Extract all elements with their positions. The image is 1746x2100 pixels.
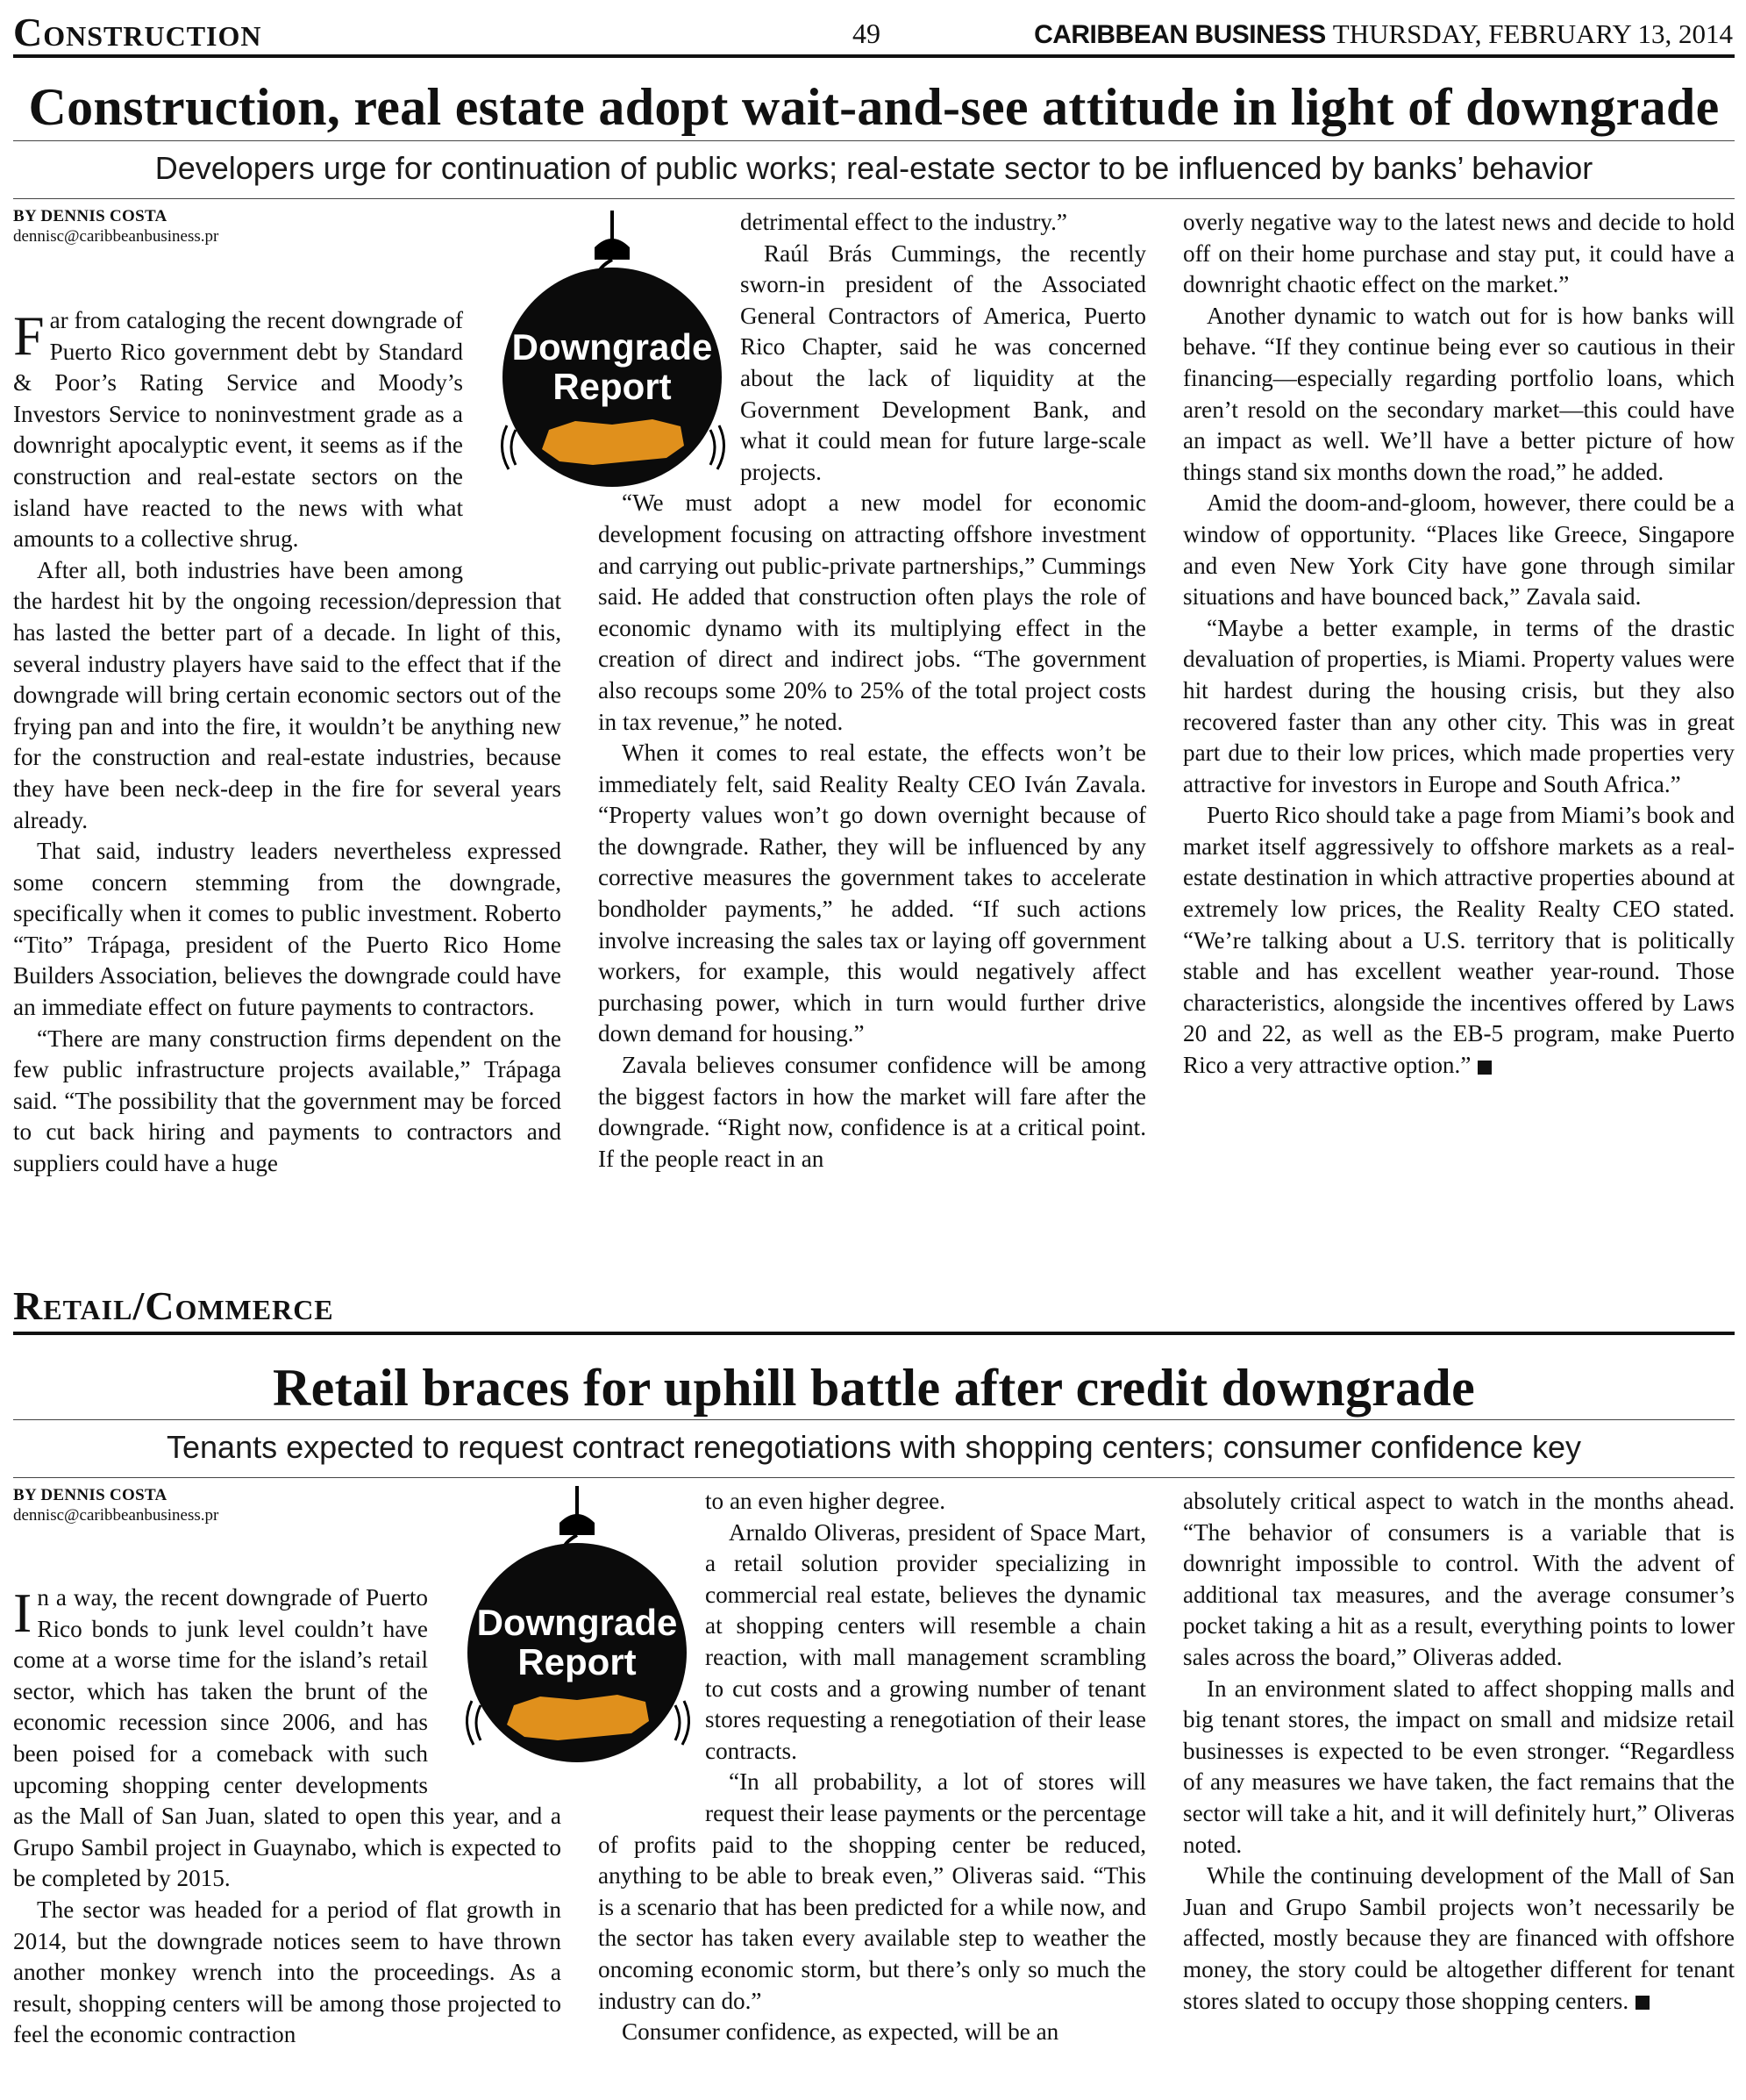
running-header — [1034, 18, 1733, 50]
logo-line1: Downgrade — [476, 1602, 678, 1643]
deck-rule — [13, 1477, 1735, 1478]
article1-column-2 — [598, 207, 1146, 1175]
article1-paragraph: detrimental effect to the industry.” — [740, 209, 1067, 235]
article2-paragraph: In an environment slated to affect shopping malls and big tenant stores, the impact on small and midsize retail businesses is expected to be even stronger. “Regardless of any measures we have taken, the fact remains that the sector will take a hit, and it will definitely hurt,” Oliveras noted. — [1183, 1675, 1735, 1858]
article1-deck: Developers urge for continuation of public works; real-estate sector to be influenced by banks’ behavior — [154, 150, 1593, 186]
masthead-rule — [13, 54, 1735, 58]
article2-email: dennisc@caribbeanbusiness.pr — [13, 1506, 219, 1525]
article2-headline: Retail braces for uphill battle after credit downgrade — [272, 1359, 1476, 1417]
article2-column-1 — [13, 1486, 561, 2051]
headline-rule — [13, 1419, 1735, 1420]
article1-byline: BY DENNIS COSTA — [13, 207, 167, 225]
section-label-construction: Construction — [13, 10, 262, 54]
page-number: 49 — [852, 18, 880, 49]
article2-paragraph: Consumer confidence, as expected, will be an — [622, 2018, 1059, 2046]
article1-email: dennisc@caribbeanbusiness.pr — [13, 227, 219, 246]
article2-column-3 — [1183, 1486, 1735, 2017]
end-mark-icon — [1636, 1996, 1650, 2010]
section-label-retail-commerce: Retail/Commerce — [13, 1283, 334, 1328]
logo-line2: Report — [552, 366, 672, 407]
article2-paragraph: to an even higher degree. — [705, 1488, 946, 1514]
article1-paragraph: Another dynamic to watch out for is how banks will behave. “If they continue being ever so cautious in their financing—especially regarding portfolio loans, which aren’t resold on the secondary market—this could have an impact as well. We’ll have a better picture of how things stand six months down the road,” he added. — [1183, 302, 1735, 485]
headline-rule — [13, 140, 1735, 141]
article1-paragraph: After all, both industries have been among the hardest hit by the ongoing recession/depression that has lasted the better part of a decade. In light of this, several industry players have said to the effect that if the downgrade will bring certain economic sectors out of the frying pan and into the fire, it wouldn’t be anything new for the construction and real-estate industries, because they have been neck-deep in the fire for several years already. — [13, 556, 561, 833]
end-mark-icon — [1478, 1061, 1492, 1075]
article1-paragraph: ar from cataloging the recent downgrade of Puerto Rico government debt by Standard & Poor’s Rating Service and Moody’s Investors Service to noninvestment grade as a downright apocalyptic event, it seems as if the construction and real-estate sectors on the island have reacted to the news with what amounts to a collective shrug. — [13, 307, 463, 553]
article1-dropcap: F — [13, 304, 45, 367]
article2-paragraph: “In all probability, a lot of stores will request their lease payments or the percentage of profits paid to the shopping center be reduced, anything to be able to break even,” Oliveras said. “This is a scenario that has been predicted for a while now, and the sector has taken every available step to weather the oncoming economic storm, but there’s only so much the industry can do.” — [598, 1768, 1146, 2014]
article1-column-1 — [13, 207, 561, 1180]
article1-paragraph: “We must adopt a new model for economic development focusing on attracting offshore investment and carrying out public-private partnerships,” Cummings said. He added that construction often plays the role of economic dynamo with its multiplying effect in the creation of direct and indirect jobs. “The government also recoups some 20% to 25% of the total project costs in tax revenue,” he noted. — [598, 489, 1146, 735]
article1-paragraph: “There are many construction firms dependent on the few public infrastructure projects available,” Trápaga said. “The possibility that the government may be forced to cut back hiring and payments to contractors and suppliers could have a huge — [13, 1025, 561, 1177]
article2-paragraph: n a way, the recent downgrade of Puerto Rico bonds to junk level couldn’t have come at a worse time for the island’s retail sector, which has taken the brunt of the economic recession since 2006, and has been poised for a comeback with such upcoming shopping center developments as the Mall of San Juan, slated to open this year, and a Grupo Sambil project in Guaynabo, which is expected to be completed by 2015. — [13, 1584, 561, 1892]
article2-dropcap: I — [13, 1582, 32, 1644]
logo-line1: Downgrade — [511, 326, 713, 368]
article1-headline: Construction, real estate adopt wait-and-see attitude in light of downgrade — [28, 78, 1720, 136]
article1-paragraph: Raúl Brás Cummings, the recently sworn-in president of the Associated General Contractors of America, Puerto Rico Chapter, said he was concerned about the lack of liquidity at the Government Development Bank, and what it could mean for future large-scale projects. — [740, 239, 1146, 485]
section2-rule — [13, 1332, 1735, 1335]
article1-paragraph: When it comes to real estate, the effects won’t be immediately felt, said Reality Realty CEO Iván Zavala. “Property values won’t go down overnight because of the downgrade. Rather, they will be influenced by any corrective measures the government takes to accelerate bondholder payments,” he added. “If such actions involve increasing the sales tax or laying off government workers, for example, this would negatively affect purchasing power, which in turn would further drive down demand for housing.” — [598, 739, 1146, 1047]
logo-line2: Report — [517, 1641, 637, 1682]
article2-column-2 — [598, 1486, 1146, 2048]
article1-paragraph: overly negative way to the latest news and decide to hold off on their home purchase and stay put, it could have a downright chaotic effect on the market.” — [1183, 209, 1735, 298]
article1-paragraph: That said, industry leaders nevertheless expressed some concern stemming from the downgrade, specifically when it comes to public investment. Roberto “Tito” Trápaga, president of the Puerto Rico Home Builders Association, believes the downgrade could have an immediate effect on future payments to contractors. — [13, 838, 561, 1021]
article2-deck: Tenants expected to request contract renegotiations with shopping centers; consumer confidence key — [167, 1429, 1581, 1465]
article2-paragraph: absolutely critical aspect to watch in the months ahead. “The behavior of consumers is a variable that is downright impossible to control. With the advent of additional tax measures, and the average consumer’s pocket taking a hit as a result, everything points to lower sales across the board,” Oliveras added. — [1183, 1488, 1735, 1670]
deck-rule — [13, 198, 1735, 199]
article2-paragraph: While the continuing development of the Mall of San Juan and Grupo Sambil projects won’t necessarily be affected, mostly because they are financed with offshore money, the story could be altogether different for tenant stores slated to occupy those shopping centers. — [1183, 1862, 1735, 2014]
article1-paragraph: Puerto Rico should take a page from Miami’s book and market itself aggressively to offshore markets as a real-estate destination in which attractive properties abound at extremely low prices, the Reality Realty CEO stated. “We’re talking about a U.S. territory that is politically stable and has excellent weather year-round. Those characteristics, alongside the incentives offered by Laws 20 and 22, as well as the EB-5 program, make Puerto Rico a very attractive option.” — [1183, 802, 1735, 1079]
article1-paragraph: Zavala believes consumer confidence will be among the biggest factors in how the market will fare after the downgrade. “Right now, confidence is at a critical point. If the people react in an — [598, 1052, 1146, 1172]
article2-paragraph: Arnaldo Oliveras, president of Space Mart, a retail solution provider specializing in commercial real estate, believes the dynamic at shopping centers will resemble a chain reaction, with mall management scrambling to cut costs and a growing number of tenant stores requesting a renegotiation of their lease contracts. — [705, 1518, 1146, 1764]
article2-paragraph: The sector was headed for a period of flat growth in 2014, but the downgrade notices seem to have thrown another monkey wrench into the proceedings. As a result, shopping centers will be among those projected to feel the economic contraction — [13, 1896, 561, 2048]
article1-paragraph: Amid the doom-and-gloom, however, there could be a window of opportunity. “Places like Greece, Singapore and even New York City have gone through similar situations and have bounced back,” Zavala said. — [1183, 489, 1735, 611]
issue-date: THURSDAY, FEBRUARY 13, 2014 — [1332, 18, 1733, 49]
article1-paragraph: “Maybe a better example, in terms of the drastic devaluation of properties, is Miami. Property values were hit hardest during the housing crisis, but they also recovered faster than any other city. This was in great part due to their low prices, which made properties very attractive for investors in Europe and South Africa.” — [1183, 614, 1735, 797]
publication-name: CARIBBEAN BUSINESS — [1034, 20, 1326, 49]
article2-byline: BY DENNIS COSTA — [13, 1486, 167, 1504]
article1-column-3 — [1183, 207, 1735, 1082]
